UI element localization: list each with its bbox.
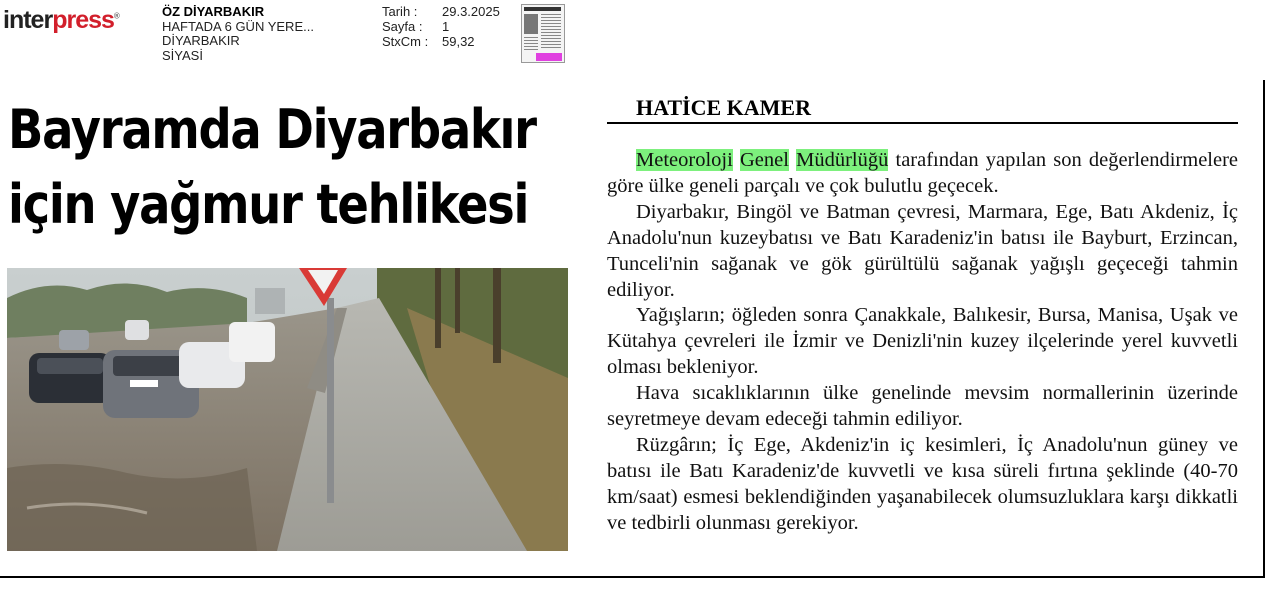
byline-rule — [607, 122, 1238, 124]
meta-date-row — [382, 4, 500, 19]
registered-mark: ® — [113, 11, 120, 21]
meta-stxcm-value: 59,32 — [442, 34, 475, 49]
highlighted-keyword: Genel — [739, 149, 789, 171]
thumb-text-block — [541, 14, 561, 50]
paragraph-1-text: tarafından yapılan son değerlendirmelere göre ülke geneli parçalı ve çok bulutlu geçecek. — [607, 149, 1239, 197]
meta-page-row — [382, 19, 500, 34]
paragraph-2: Diyarbakır, Bingöl ve Batman çevresi, Marmara, Ege, Batı Akdeniz, İç Anadolu'nun kuzeybatısı ve Batı Karadeniz'in batısı ile Bayburt, Erzincan, Tunceli'nin sağanak ve gök gürültülü sağanak yağışlı geçeceği tahmin ediliyor. — [607, 200, 1238, 301]
highlighted-keyword: Müdürlüğü — [796, 149, 889, 171]
thumb-headline-block — [524, 7, 561, 11]
publication-name: ÖZ DİYARBAKIR — [162, 4, 265, 19]
paragraph-3: Yağışların; öğleden sonra Çanakkale, Balıkesir, Bursa, Manisa, Uşak ve Kütahya çevreleri ile İzmir ve Denizli'nin kuzey ilçelerinde yerel kuvvetli olması bekleniyor. — [607, 304, 1238, 379]
publication-info — [162, 5, 362, 63]
meta-page-label: Sayfa : — [382, 19, 423, 34]
article-photo-flooded-road — [7, 268, 568, 551]
publication-frequency: HAFTADA 6 GÜN YERE... — [162, 18, 314, 34]
publication-category: SİYASİ — [162, 47, 203, 63]
headline-line-1: Bayramda Diyarbakır — [8, 98, 536, 161]
meta-page-value: 1 — [442, 19, 450, 34]
meta-date-value: 29.3.2025 — [442, 4, 500, 19]
frame-right-border — [1263, 80, 1265, 578]
publication-city: DİYARBAKIR — [162, 33, 240, 48]
paragraph-1 — [607, 148, 1238, 200]
flood-illustration — [7, 268, 568, 551]
article-byline: HATİCE KAMER — [636, 95, 811, 120]
highlighted-keyword: Meteoroloji — [636, 149, 733, 171]
interpress-logo — [3, 6, 120, 35]
headline-line-2: için yağmur tehlikesi — [8, 173, 529, 236]
thumb-text-block-2 — [524, 37, 538, 51]
article-headline — [8, 92, 536, 242]
logo-text-inter: inter — [3, 6, 53, 34]
thumb-highlight-block — [536, 53, 562, 61]
article-body — [607, 148, 1238, 537]
clipping-meta — [382, 4, 500, 49]
frame-bottom-border — [0, 576, 1265, 578]
thumb-photo-block — [524, 14, 538, 34]
logo-text-press: press — [52, 6, 114, 34]
meta-stxcm-row — [382, 34, 500, 49]
meta-stxcm-label: StxCm : — [382, 34, 429, 49]
paragraph-4: Hava sıcaklıklarının ülke genelinde mevsim normallerinin üzerinde seyretmeye devam edeceği tahmin ediliyor. — [607, 382, 1238, 431]
paragraph-5: Rüzgârın; İç Ege, Akdeniz'in iç kesimleri, İç Anadolu'nun güney ve batısı ile Batı Karadeniz'de kuvvetli ve kısa süreli fırtına şeklinde (40-70 km/saat) esmesi beklendiğinden yaşanabilecek olumsuzluklara karşı dikkatli ve tedbirli olunması gerekiyor. — [607, 433, 1238, 534]
meta-date-label: Tarih : — [382, 4, 418, 19]
page-thumbnail[interactable] — [521, 4, 565, 63]
